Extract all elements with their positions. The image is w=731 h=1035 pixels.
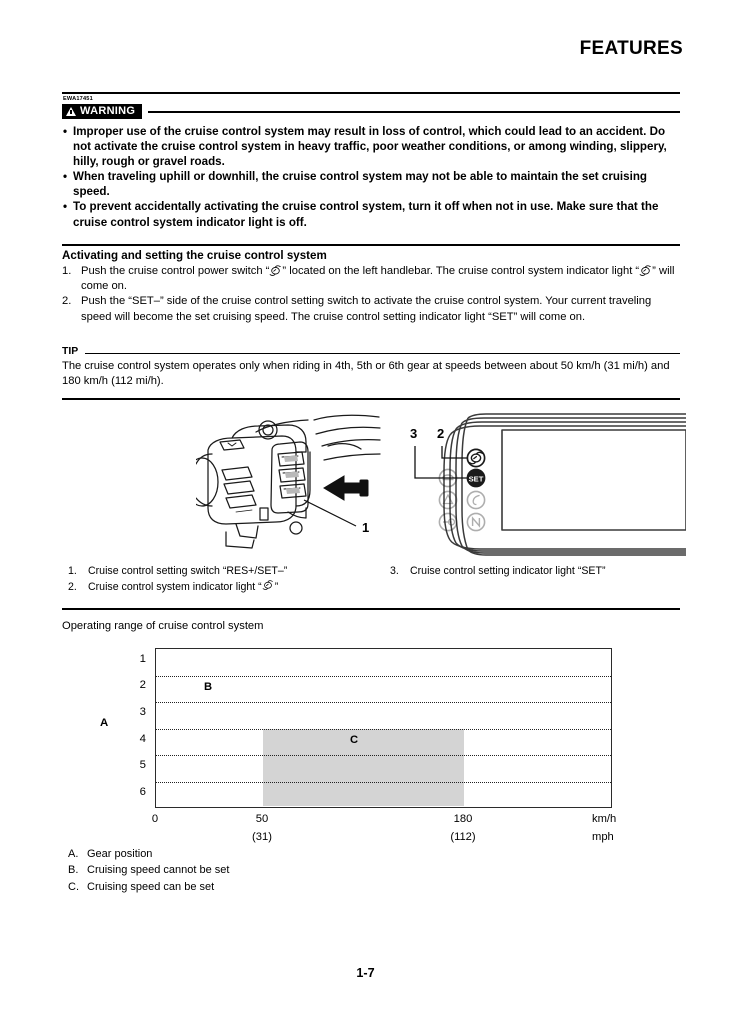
figure-caption-column-1 [68, 564, 378, 595]
chart-top-rule [62, 608, 680, 610]
figure-left-callout-1: 1 [362, 520, 370, 535]
step-1-text-a: Push the cruise control power switch “ [81, 265, 270, 277]
legend-c-key: C. [68, 880, 79, 893]
chart-ylabel-4: 4 [139, 733, 146, 745]
caption-3-number: 3. [390, 565, 399, 577]
legend-c-text: Cruising speed can be set [87, 880, 215, 893]
chart-legend [68, 846, 229, 895]
chart-unit-mph: mph [592, 831, 614, 843]
chart-gridline-1 [156, 676, 611, 677]
legend-b-text: Cruising speed cannot be set [87, 864, 230, 877]
warning-bottom-rule [62, 244, 680, 246]
warning-bullet-3: • To prevent accidentally activating the cruise control system, turn it off when not in use. Make sure that the cruise control system indicator light is off. [62, 199, 680, 229]
caption-item-3 [390, 564, 690, 580]
chart-unit-kmh: km/h [592, 813, 617, 825]
chart-xtick-180-kmh: 180 [453, 813, 473, 825]
legend-item-c [68, 879, 229, 895]
cruise-control-icon [269, 265, 282, 276]
procedure-heading: Activating and setting the cruise control system [62, 249, 327, 262]
chart-ylabel-3: 3 [139, 706, 146, 718]
step-2-text: Push the “SET–” side of the cruise control setting switch to activate the cruise control system. Your current traveling speed will become the set cruising speed. The cruise control setting indicator light “SET” will come on. [81, 295, 652, 323]
header-divider-rule [62, 92, 680, 94]
chart-plot-area [155, 648, 612, 808]
chart-ylabel-5: 5 [139, 759, 146, 771]
caption-2-text-prefix: Cruise control system indicator light “ [88, 580, 262, 593]
chart-region-label-b: B [204, 681, 213, 693]
procedure-step-2 [62, 294, 680, 324]
instrument-panel-illustration [396, 412, 686, 557]
legend-item-b [68, 862, 229, 878]
set-indicator-text: SET [468, 474, 484, 484]
tip-body: The cruise control system operates only when riding in 4th, 5th or 6th gear at speeds between about 50 km/h (31 mi/h) and 180 km/h (112 mi/h). [62, 360, 670, 388]
caption-1-number: 1. [68, 565, 77, 577]
cruise-control-icon [262, 580, 275, 591]
figure-caption-column-2 [390, 564, 690, 580]
caption-item-2 [68, 580, 378, 596]
chart-gridline-2 [156, 702, 611, 703]
chart-ylabel-6: 6 [139, 786, 146, 798]
warning-bullet-1: • Improper use of the cruise control system may result in loss of control, which could lead to an accident. Do not activate the cruise control system in heavy traffic, poor weather conditions, or among winding, slippery, hilly, rough or gravel roads. [62, 124, 680, 169]
warning-rule [148, 111, 680, 113]
set-indicator-lamp [467, 469, 484, 486]
caption-3-text: Cruise control setting indicator light “SET” [410, 565, 606, 577]
cruise-control-icon [639, 265, 652, 276]
figure-right-callout-3: 3 [410, 426, 418, 441]
chart-xtick-0-kmh: 0 [151, 813, 159, 825]
operating-range-chart [62, 645, 662, 845]
warning-code: EWA17451 [63, 96, 93, 102]
chart-ylabel-1: 1 [139, 653, 146, 665]
legend-a-text: Gear position [87, 848, 153, 860]
chart-xtick-112-mph: (112) [450, 831, 476, 843]
chart-shaded-region-c [263, 729, 464, 806]
step-1-number: 1. [62, 265, 72, 277]
chart-xtick-50-kmh: 50 [255, 813, 269, 825]
chart-gridline-3 [156, 729, 611, 730]
step-2-number: 2. [62, 295, 72, 308]
chart-xtick-31-mph: (31) [252, 831, 272, 843]
chart-gridline-5 [156, 782, 611, 783]
warning-triangle-icon [66, 107, 76, 116]
caption-item-1 [68, 564, 378, 580]
page-number: 1-7 [356, 966, 375, 980]
procedure-steps [62, 264, 680, 325]
chart-gridline-4 [156, 755, 611, 756]
tip-rule [85, 353, 680, 354]
legend-b-key: B. [68, 864, 79, 877]
caption-1-text: Cruise control setting switch “RES+/SET–” [88, 565, 288, 577]
legend-item-a [68, 846, 229, 862]
chart-ylabel-2: 2 [139, 679, 146, 691]
figure-right-callout-2: 2 [437, 426, 445, 441]
step-1-text-b: ” located on the left handlebar. The cruise control system indicator light “ [282, 265, 640, 277]
caption-2-text-suffix: ” [274, 580, 279, 593]
tip-label: TIP [62, 346, 79, 357]
caption-2-number: 2. [68, 580, 77, 593]
step-1-text-c: ” will come on. [81, 265, 675, 293]
page-header [60, 38, 683, 68]
warning-badge-label: WARNING [80, 105, 136, 117]
warning-bullet-list [62, 124, 680, 230]
tip-bottom-rule [62, 398, 680, 400]
chart-axis-group-label-a: A [100, 717, 109, 729]
procedure-step-1 [62, 264, 680, 294]
chart-region-label-c: C [350, 734, 359, 746]
chart-title: Operating range of cruise control system [62, 620, 264, 632]
warning-bullet-2: • When traveling uphill or downhill, the cruise control system may not be able to maintain the set cruising speed. [62, 169, 680, 199]
page-title: FEATURES [579, 38, 683, 59]
page-footer [0, 966, 731, 980]
legend-a-key: A. [68, 848, 79, 860]
warning-badge [62, 104, 142, 119]
handlebar-switch-illustration [196, 412, 381, 557]
cruise-control-indicator-lamp [467, 449, 484, 466]
